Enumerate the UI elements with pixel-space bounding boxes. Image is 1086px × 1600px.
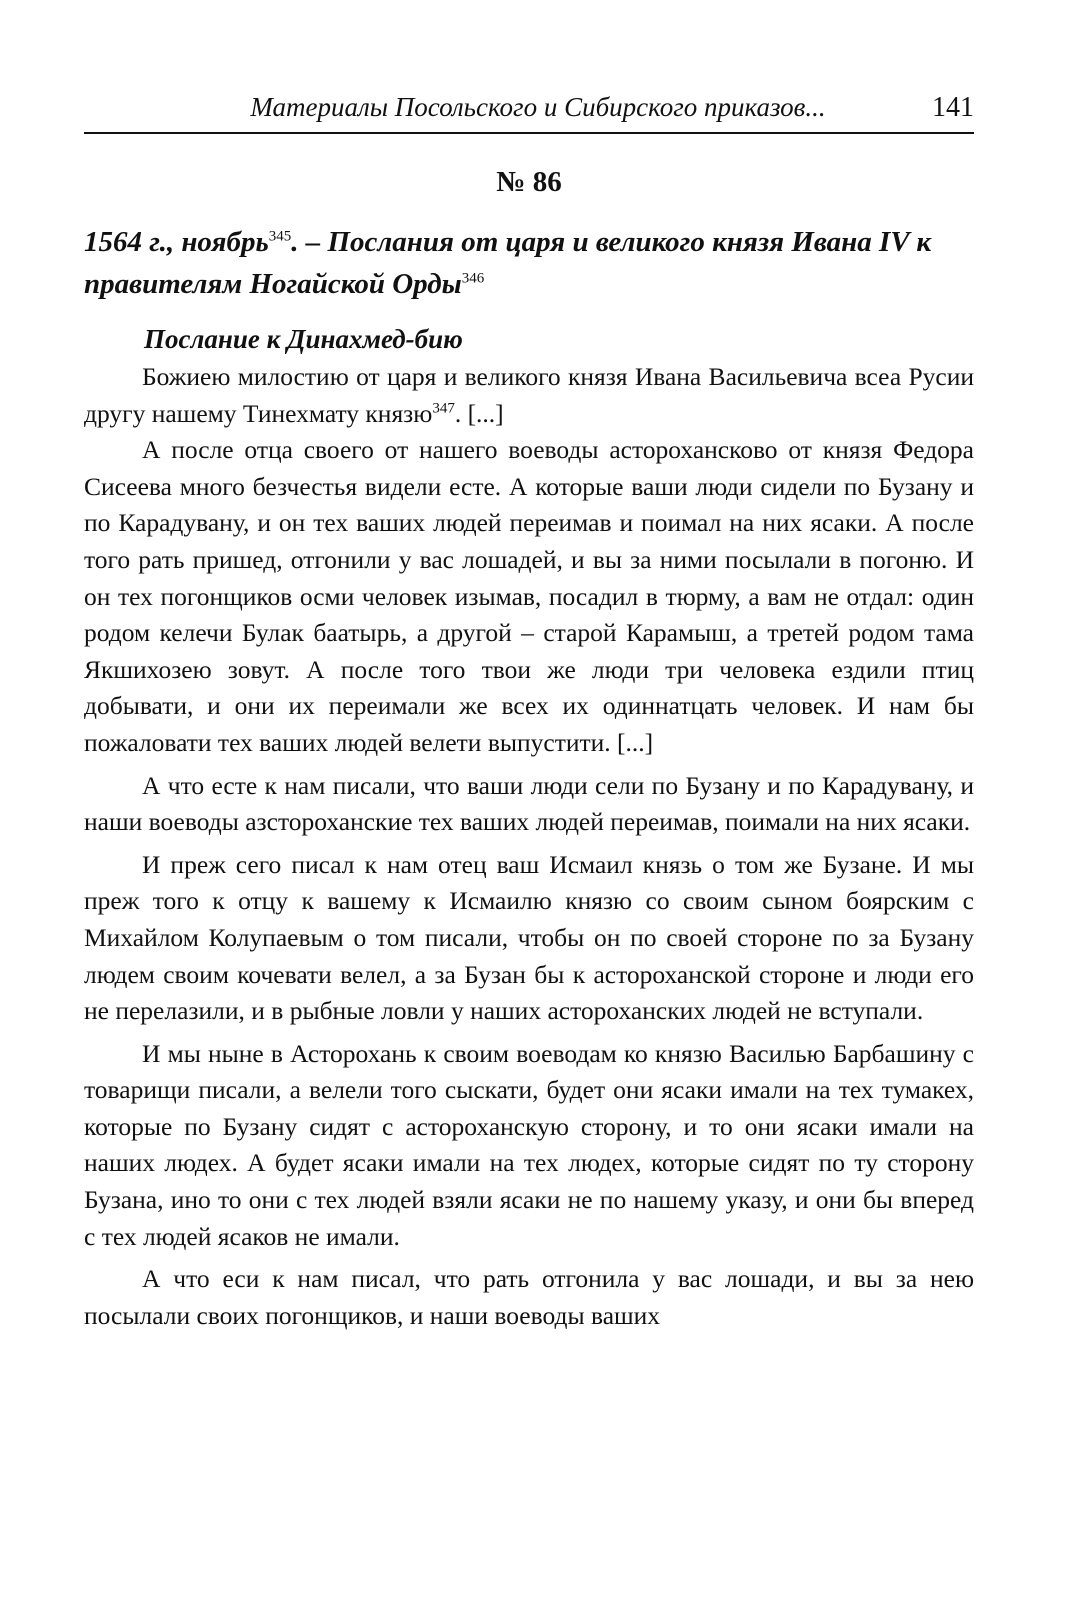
paragraph [84,847,974,1030]
paragraph [84,1261,974,1334]
letter-subheading: Послание к Динахмед-бию [144,324,463,354]
paragraph-text: И мы ныне в Асторохань к своим воеводам ко князю Василью Барбашину с товарищи писали, а велели того сыскати, будет они ясаки имали на тех тумакех, которые по Бузану сидят с астороханскую сторону, и то они ясаки имали на наших людех. А будет ясаки имали на тех людех, которые сидят по ту сторону Бузана, ино то они с тех людей взяли ясаки не по нашему указу, и они бы вперед с тех людей ясаков не имали. [84,1038,974,1251]
paragraph-text: Божиею милостию от царя и великого князя Ивана Васильевича всеа Русии другу нашему Тинехмату князю [84,362,974,428]
document-heading [84,221,974,305]
paragraph [84,768,974,841]
heading-title: . – Послания от царя и великого князя Ивана IV к правителям Ногайской Орды [84,226,932,300]
paragraph [84,1036,974,1256]
footnote-ref-345: 345 [268,228,292,245]
page-number: 141 [932,92,974,123]
footnote-ref-347: 347 [432,400,455,417]
paragraph-text: И преж сего писал к нам отец ваш Исмаил князь о том же Бузане. И мы преж того к отцу к вашему к Исмаилю князю со своим сыном боярским с Михайлом Колупаевым о том писали, чтобы он по своей стороне по за Бузану людем своим кочевати велел, а за Бузан бы к астороханской стороне и люди его не перелазили, и в рыбные ловли у наших астороханских людей не вступали. [84,849,974,1026]
running-title: Материалы Посольского и Сибирского приказов... [250,92,826,122]
paragraph-text: А после отца своего от нашего воеводы асторохансково от князя Федора Сисеева много безчестья видели есте. А которые ваши люди сидели по Бузану и по Карадувану, и он тех ваших людей переимав и поимал на них ясаки. А после того рать пришед, отгонили у вас лошадей, и вы за ними посылали в погоню. И он тех погонщиков осми человек изымав, посадил в тюрму, а вам не отдал: один родом келечи Булак баатырь, а другой – старой Карамыш, а третей родом тама Якшихозею зовут. А после того твои же люди три человека ездили птиц добывати, и они их переимали же всех их одиннатцать человек. И нам бы пожаловати тех ваших людей велети выпустити. [...] [84,435,974,757]
document-number: № 86 [496,166,562,198]
paragraph-text: А что еси к нам писал, что рать отгонила у вас лошади, и вы за нею посылали своих погонщиков, и наши воеводы ваших [84,1264,974,1330]
heading-date: 1564 г., ноябрь [84,226,269,258]
running-header [84,92,974,134]
paragraph-text: А что есте к нам писали, что ваши люди сели по Бузану и по Карадувану, и наши воеводы азстороханские тех ваших людей переимав, поимали на них ясаки. [84,770,974,837]
paragraph [84,432,974,761]
paragraph-tail: . [...] [454,398,504,428]
footnote-ref-346: 346 [461,270,485,287]
paragraph [84,359,974,432]
